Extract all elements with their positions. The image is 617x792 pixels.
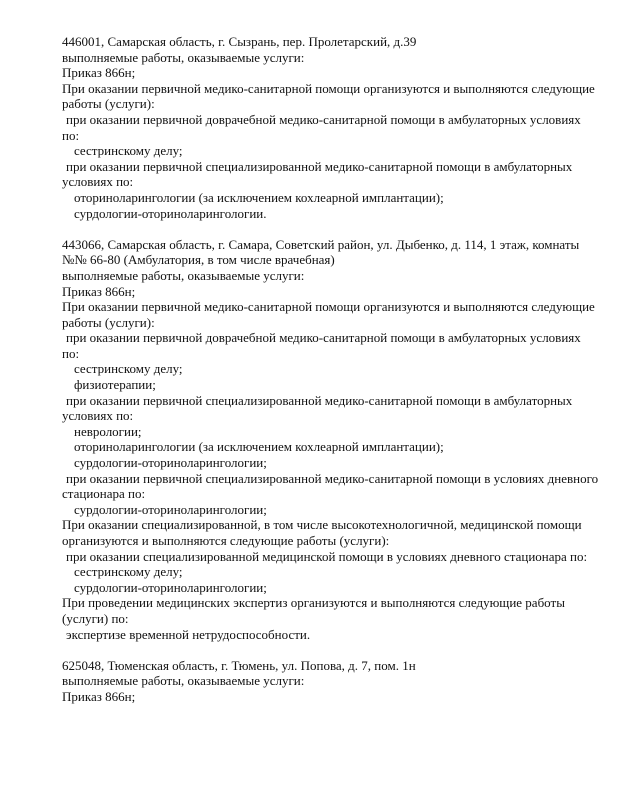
services-heading: выполняемые работы, оказываемые услуги: [62,49,305,65]
address-block [62,658,602,705]
section-heading: организуются и выполняются следующие работы (услуги): [62,533,390,548]
address-line: 446001, Самарская область, г. Сызрань, пер. Пролетарский, д.39 [62,34,417,49]
services-heading: выполняемые работы, оказываемые услуги: [62,673,305,689]
section-heading: работы (услуги): [62,314,155,330]
subsection-heading: по: [62,127,80,143]
address-block [62,237,602,642]
order-reference: Приказ 866н; [62,283,136,299]
subsection-heading: при оказании первичной доврачебной медико-санитарной помощи в амбулаторных условиях [66,111,581,127]
address-line: №№ 66-80 (Амбулатория, в том числе врачебная) [62,252,335,268]
address-line: 625048, Тюменская область, г. Тюмень, ул. Попова, д. 7, пом. 1н [62,657,416,673]
subsection-heading: при оказании первичной специализированной медико-санитарной помощи в амбулаторных [66,392,573,408]
address-line: 443066, Самарская область, г. Самара, Советский район, ул. Дыбенко, д. 114, 1 этаж, комнаты [62,236,580,252]
address-block [62,34,602,221]
service-item: экспертизе временной нетрудоспособности. [66,626,311,642]
subsection-heading: при оказании первичной специализированной медико-санитарной помощи в условиях дневного [66,470,599,486]
service-item: физиотерапии; [74,377,156,393]
service-item: сестринскому делу; [74,143,183,159]
document-page [62,34,602,720]
section-heading: При проведении медицинских экспертиз организуются и выполняются следующие работы [62,595,565,611]
order-reference: Приказ 866н; [62,65,136,81]
section-heading: При оказании первичной медико-санитарной помощи организуются и выполняются следующие [62,80,595,96]
order-reference: Приказ 866н; [62,688,136,704]
section-heading: работы (услуги): [62,96,155,112]
subsection-heading: стационара по: [62,486,146,502]
subsection-heading: при оказании первичной специализированной медико-санитарной помощи в амбулаторных [66,158,573,174]
subsection-heading: условиях по: [62,408,134,424]
section-heading: При оказании первичной медико-санитарной помощи организуются и выполняются следующие [62,299,595,315]
service-item: оториноларингологии (за исключением кохлеарной имплантации); [74,439,444,455]
subsection-heading: по: [62,345,80,361]
service-item: сурдологии-оториноларингологии; [74,579,267,595]
service-item: оториноларингологии (за исключением кохлеарной имплантации); [74,189,444,205]
service-item: сурдологии-оториноларингологии; [74,501,267,517]
service-item: сестринскому делу; [74,361,183,377]
services-heading: выполняемые работы, оказываемые услуги: [62,267,305,283]
subsection-heading: при оказании первичной доврачебной медико-санитарной помощи в амбулаторных условиях [66,330,581,346]
subsection-heading: условиях по: [62,174,134,190]
service-item: сестринскому делу; [74,564,183,580]
section-heading: При оказании специализированной, в том числе высокотехнологичной, медицинской помощи [62,517,582,533]
service-item: сурдологии-оториноларингологии; [74,455,267,471]
subsection-heading: при оказании специализированной медицинской помощи в условиях дневного стационара по: [66,548,588,564]
service-item: неврологии; [74,423,142,439]
section-heading: (услуги) по: [62,610,129,626]
service-item: сурдологии-оториноларингологии. [74,205,267,221]
